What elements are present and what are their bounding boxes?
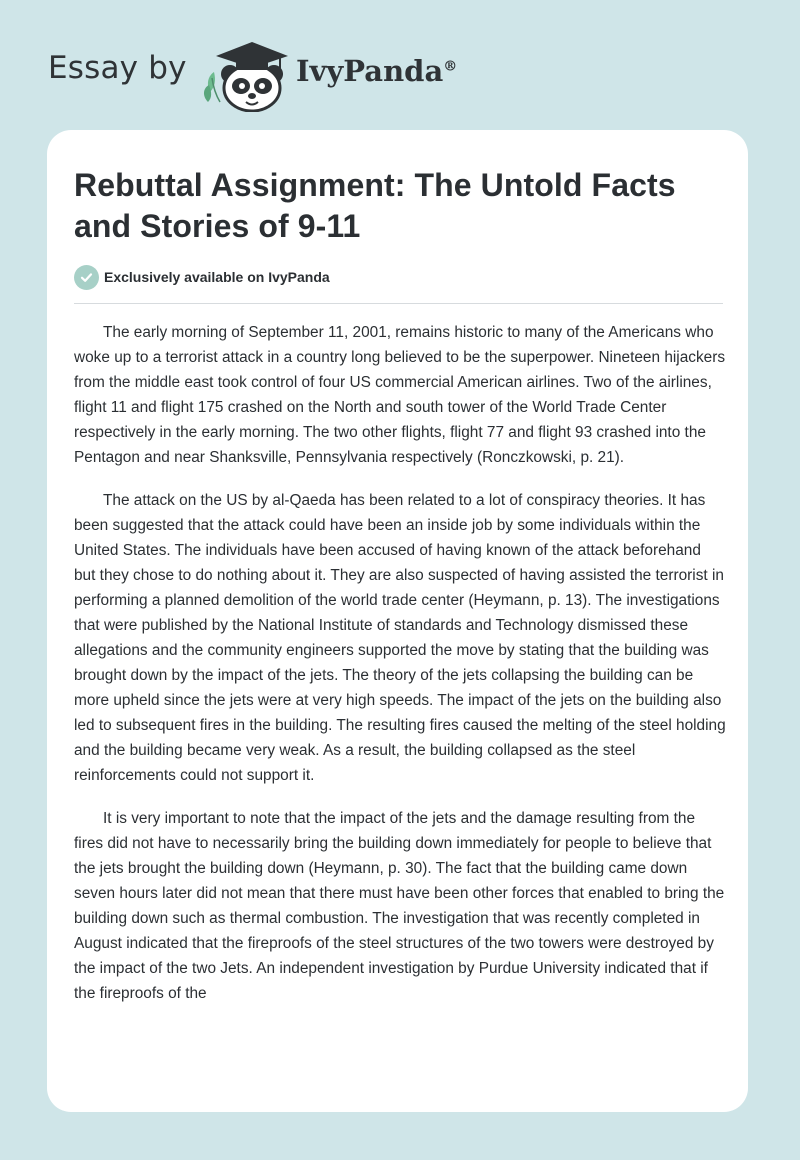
- ivypanda-brand-name[interactable]: [296, 54, 457, 88]
- essay-card: [47, 130, 748, 1112]
- paragraph: The early morning of September 11, 2001, remains historic to many of the Americans who woke up to a terrorist attack in a country long believed to be the superpower. Nineteen hijackers from the middle east took control of four US commercial American airlines. Two of the airlines, flight 11 and flight 175 crashed on the North and south tower of the World Trade Center respectively in the early morning. The two other flights, flight 77 and flight 93 crashed into the Pentagon and near Shanksville, Pennsylvania respectively (Ronczkowski, p. 21).: [74, 324, 726, 466]
- essay-by-label: Essay by: [48, 50, 187, 86]
- exclusive-badge: [74, 264, 330, 290]
- paragraph: The attack on the US by al-Qaeda has been related to a lot of conspiracy theories. It has been suggested that the attack could have been an inside job by some individuals within the United States. The individuals have been accused of having known of the attack beforehand but they chose to do nothing about it. They are also suspected of having assisted the terrorist in performing a planned demolition of the world trade center (Heymann, p. 13). The investigations that were published by the National Institute of standards and Technology dismissed these allegations and the community engineers supported the move by stating that the building was brought down by the impact of the jets. The theory of the jets collapsing the building can be more upheld since the jets were at very high speeds. The impact of the jets on the building also led to subsequent fires in the building. The resulting fires caused the melting of the steel holding and the building became very weak. As a result, the building collapsed as the steel reinforcements could not support it.: [74, 492, 726, 784]
- panda-logo-icon[interactable]: [200, 36, 292, 112]
- brand-name-text: IvyPanda: [296, 54, 444, 88]
- essay-title: Rebuttal Assignment: The Untold Facts and Stories of 9-11: [74, 167, 676, 244]
- check-icon: [74, 265, 99, 290]
- site-header: [0, 0, 800, 130]
- paragraph: It is very important to note that the impact of the jets and the damage resulting from the fires did not have to necessarily bring the building down immediately for people to believe that the jets brought the building down (Heymann, p. 30). The fact that the building came down seven hours later did not mean that there must have been other forces that enabled to bring the building down such as thermal combustion. The investigation that was recently completed in August indicated that the fireproofs of the steel structures of the two towers were destroyed by the impact of the two Jets. An independent investigation by Purdue University indicated that if the fireproofs of the: [74, 810, 725, 1002]
- exclusive-label: Exclusively available on IvyPanda: [104, 269, 330, 285]
- divider: [74, 303, 723, 304]
- registered-mark: ®: [443, 58, 458, 75]
- essay-body: [74, 320, 726, 1024]
